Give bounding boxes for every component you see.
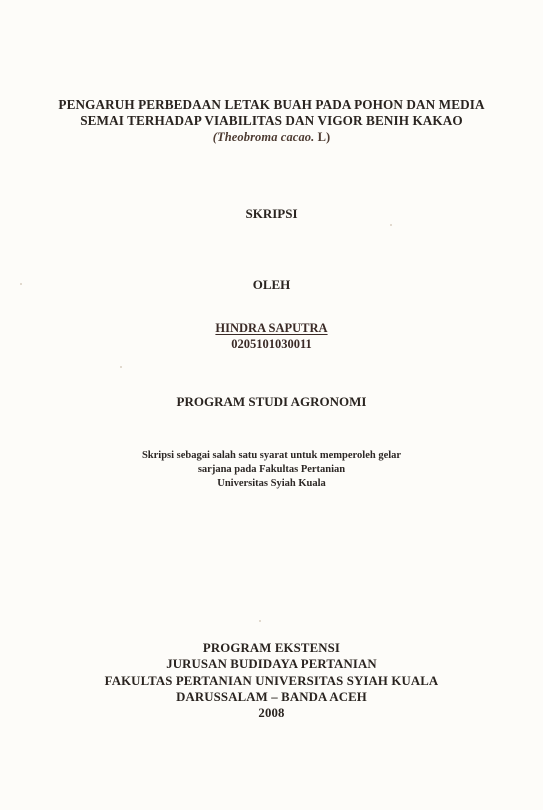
degree-statement-line-1: Skripsi sebagai salah satu syarat untuk memperoleh gelar xyxy=(141,450,402,461)
institution-program: PROGRAM EKSTENSI xyxy=(202,641,341,655)
by-label: OLEH xyxy=(252,277,291,292)
degree-statement-line-3: Universitas Syiah Kuala xyxy=(217,478,326,489)
institution-block xyxy=(0,640,543,721)
paper-speck xyxy=(20,283,22,285)
degree-statement-line-2: sarjana pada Fakultas Pertanian xyxy=(197,464,346,475)
paper-speck xyxy=(120,366,122,368)
document-type: SKRIPSI xyxy=(245,206,298,221)
title-line-2: SEMAI TERHADAP VIABILITAS DAN VIGOR BENIH KAKAO xyxy=(80,113,463,128)
title-line-1: PENGARUH PERBEDAAN LETAK BUAH PADA POHON DAN MEDIA xyxy=(58,97,485,112)
scientific-name-genus: Theobroma cacao. xyxy=(216,130,315,144)
thesis-title xyxy=(0,97,543,145)
institution-location: DARUSSALAM – BANDA ACEH xyxy=(176,689,367,704)
degree-statement xyxy=(0,449,543,491)
scientific-name-open: ( xyxy=(212,130,217,144)
paper-speck xyxy=(390,224,392,226)
student-id: 0205101030011 xyxy=(231,337,312,351)
scientific-name xyxy=(0,129,543,145)
scientific-name-author: L) xyxy=(314,130,331,144)
author-name: HINDRA SAPUTRA xyxy=(215,321,328,335)
institution-faculty: FAKULTAS PERTANIAN UNIVERSITAS SYIAH KUALA xyxy=(104,673,439,688)
institution-year: 2008 xyxy=(258,706,285,721)
study-program: PROGRAM STUDI AGRONOMI xyxy=(176,394,367,409)
institution-department: JURUSAN BUDIDAYA PERTANIAN xyxy=(166,657,377,672)
author-block xyxy=(0,320,543,352)
paper-speck xyxy=(259,620,261,622)
